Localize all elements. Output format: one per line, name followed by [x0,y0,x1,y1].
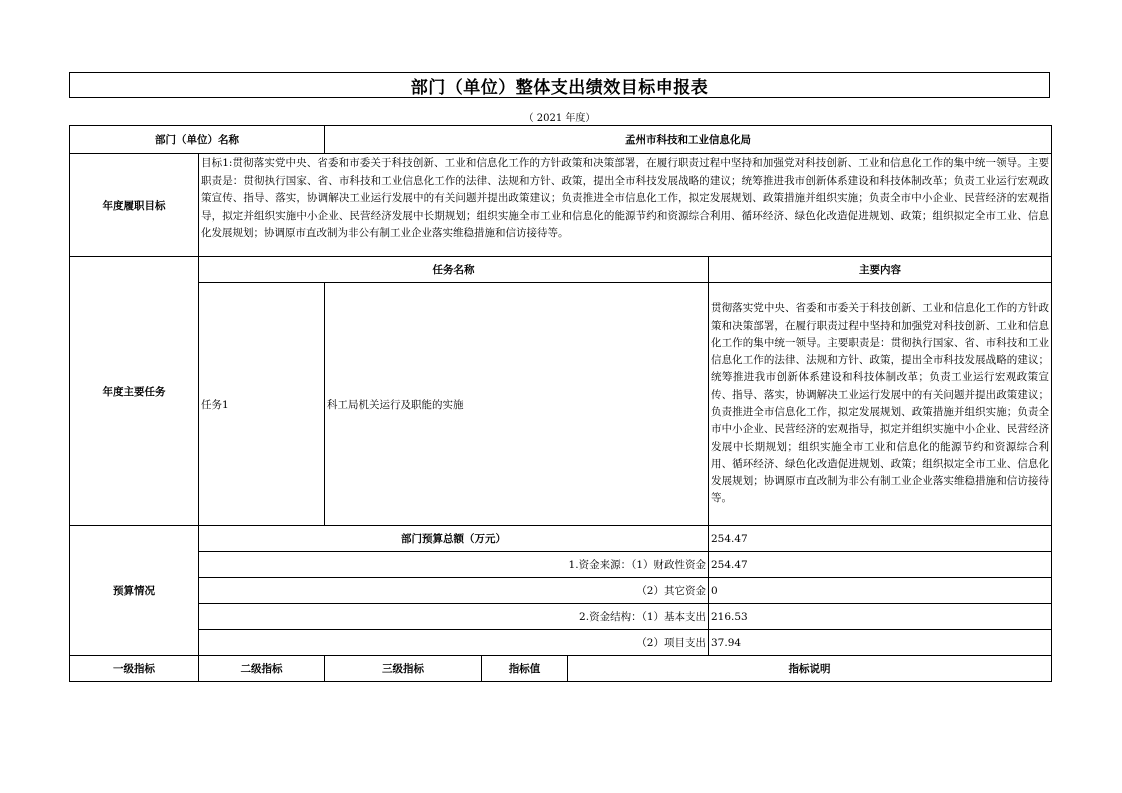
performance-goal-table [69,125,1052,682]
budget-total-label: 部门预算总额（万元） [199,526,709,552]
task-name-header: 任务名称 [199,257,709,283]
task-name: 科工局机关运行及职能的实施 [325,283,709,526]
task-content: 贯彻落实党中央、省委和市委关于科技创新、工业和信息化工作的方针政策和决策部署，在履行职责过程中坚持和加强党对科技创新、工业和信息化工作的集中统一领导。主要职责是：贯彻执行国家、省、市科技和工业信息化工作的法律、法规和方针、政策，提出全市科技发展战略的建议；统筹推进我市创新体系建设和科技体制改革；负责工业运行宏观政策宣传、指导、落实，协调解决工业运行发展中的有关问题并提出政策建议；负责推进全市信息化工作，拟定发展规划、政策措施并组织实施；负责全市中小企业、民营经济的宏观指导，拟定并组织实施中小企业、民营经济发展中长期规划；组织实施全市工业和信息化的能源节约和资源综合利用、循环经济、绿色化改造促进规划、政策；组织拟定全市工业、信息化发展规划；协调原市直改制为非公有制工业企业落实维稳措施和信访接待等。 [709,283,1052,526]
budget-basic-label: 2.资金结构：（1）基本支出 [199,604,709,630]
indicator-description-header: 指标说明 [568,656,1052,682]
indicator-level1-header: 一级指标 [70,656,199,682]
budget-fiscal-label: 1.资金来源：（1）财政性资金 [199,552,709,578]
indicator-level2-header: 二级指标 [199,656,325,682]
annual-goal-row [70,154,1052,257]
unit-value: 孟州市科技和工业信息化局 [325,126,1052,154]
indicator-level3-header: 三级指标 [325,656,482,682]
tasks-header-row [70,257,1052,283]
task-content-header: 主要内容 [709,257,1052,283]
budget-project-row [70,630,1052,656]
form-title-box [69,72,1050,98]
budget-project-value: 37.94 [709,630,1052,656]
budget-basic-value: 216.53 [709,604,1052,630]
indicator-value-header: 指标值 [482,656,568,682]
unit-label: 部门（单位）名称 [70,126,325,154]
budget-other-label: （2）其它资金 [199,578,709,604]
budget-basic-row [70,604,1052,630]
annual-goal-text: 目标1:贯彻落实党中央、省委和市委关于科技创新、工业和信息化工作的方针政策和决策部署，在履行职责过程中坚持和加强党对科技创新、工业和信息化工作的集中统一领导。主要职责是：贯彻执行国家、省、市科技和工业信息化工作的法律、法规和方针、政策，提出全市科技发展战略的建议；统筹推进我市创新体系建设和科技体制改革；负责工业运行宏观政策宣传、指导、落实，协调解决工业运行发展中的有关问题并提出政策建议；负责推进全市信息化工作，拟定发展规划、政策措施并组织实施；负责全市中小企业、民营经济的宏观指导，拟定并组织实施中小企业、民营经济发展中长期规划；组织实施全市工业和信息化的能源节约和资源综合利用、循环经济、绿色化改造促进规划、政策；组织拟定全市工业、信息化发展规划；协调原市直改制为非公有制工业企业落实维稳措施和信访接待等。 [199,154,1052,257]
year-label: （ 2021 年度） [523,113,596,124]
form-title: 部门（单位）整体支出绩效目标申报表 [410,77,709,98]
unit-row [70,126,1052,154]
tasks-label: 年度主要任务 [70,257,199,526]
task-row [70,283,1052,526]
budget-other-value: 0 [709,578,1052,604]
annual-goal-label: 年度履职目标 [70,154,199,257]
budget-total-value: 254.47 [709,526,1052,552]
budget-other-row [70,578,1052,604]
indicators-header-row [70,656,1052,682]
budget-fiscal-row [70,552,1052,578]
task-id: 任务1 [199,283,325,526]
budget-project-label: （2）项目支出 [199,630,709,656]
budget-fiscal-value: 254.47 [709,552,1052,578]
budget-total-row [70,526,1052,552]
budget-label: 预算情况 [70,526,199,656]
